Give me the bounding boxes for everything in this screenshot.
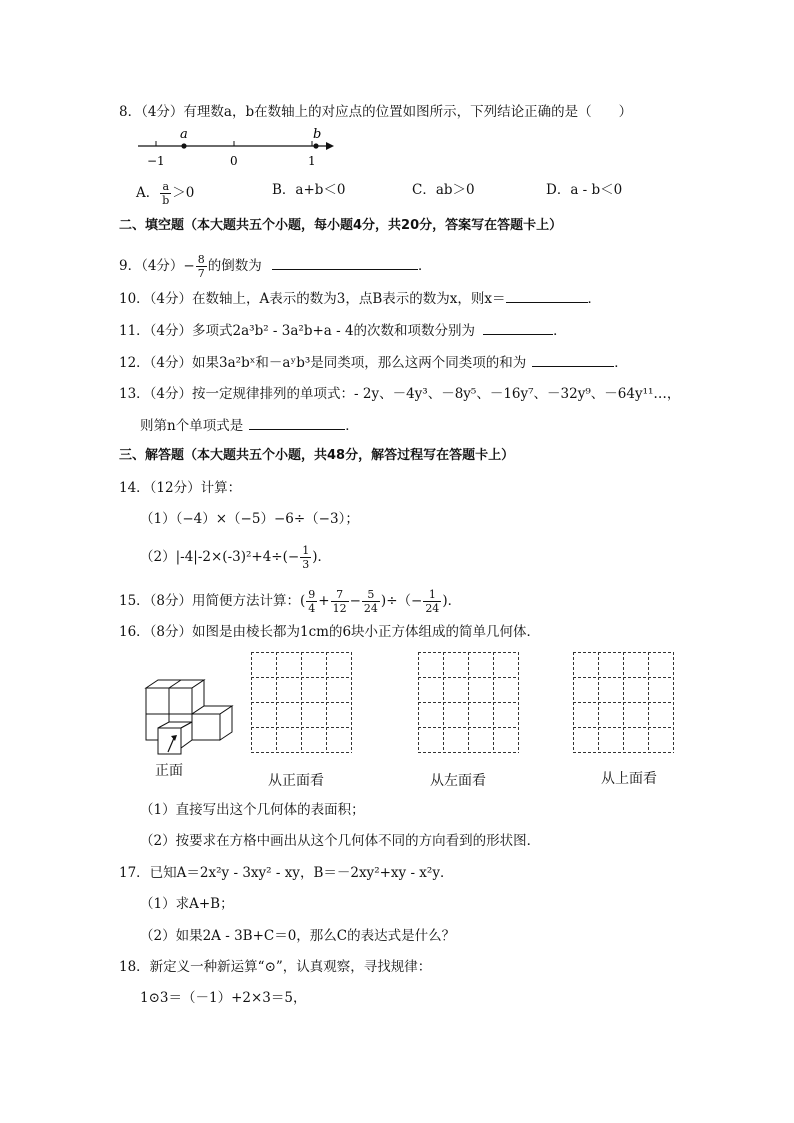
q13-line2: 则第n个单项式是 ． bbox=[140, 415, 359, 436]
point-b bbox=[313, 143, 318, 148]
q14-part2: （2）|-4|-2×(-3)²+4÷(− $\frac{1}{3}$ )． bbox=[140, 544, 331, 571]
number-line-figure bbox=[136, 126, 336, 170]
cube-front-face bbox=[192, 714, 220, 740]
label-b: b bbox=[313, 127, 322, 142]
cube-front-face bbox=[169, 688, 192, 714]
cube-solid-figure bbox=[138, 678, 238, 758]
q18-example1: 1⊙3＝（－1）+2×3＝5， bbox=[140, 990, 307, 1006]
frac-den: b bbox=[162, 194, 170, 207]
q18-stem: 18．新定义一种新运算“⊙”，认真观察，寻找规律： bbox=[119, 959, 432, 975]
front-view-caption: 从正面看 bbox=[268, 773, 324, 789]
cube-front-face bbox=[146, 688, 169, 714]
q10: 10．（4分）在数轴上，A表示的数为3，点B表示的数为x，则x＝ ． bbox=[119, 288, 601, 309]
q14-part1: （1）（−4）×（−5）−6÷（−3）； bbox=[140, 511, 359, 527]
tick-label-neg1: −1 bbox=[147, 154, 165, 168]
q15: 15．（8分）用简便方法计算：( $\frac{9}{4}$ + $\frac{7}{12}$ − $\frac{5}{24}$ )÷（− $\frac{1}{24}$ )． bbox=[119, 588, 462, 615]
front-view-grid[interactable] bbox=[251, 652, 351, 752]
frac-num: a bbox=[160, 180, 171, 194]
q8-option-c: C．ab＞0 bbox=[412, 182, 475, 198]
q8-option-a: A． $\frac{a}{b}$ ＞0 bbox=[136, 180, 195, 207]
q8-option-d: D．a - b＜0 bbox=[546, 182, 623, 198]
q13-line1: 13．（4分）按一定规律排列的单项式：- 2y、－4y³、－8y⁵、－16y⁷、－32y⁹、－64y¹¹…， bbox=[119, 386, 681, 402]
q8-stem: 8．（4分）有理数a，b在数轴上的对应点的位置如图所示，下列结论正确的是（ ） bbox=[119, 104, 633, 120]
label-a: a bbox=[180, 127, 188, 142]
section-3-heading: 三、解答题（本大题共五个小题，共48分，解答过程写在答题卡上） bbox=[119, 448, 515, 463]
answer-blank[interactable] bbox=[532, 352, 614, 367]
q14-title: 14．（12分）计算： bbox=[119, 480, 242, 496]
arrow-head-icon bbox=[326, 142, 334, 150]
tick-label-1: 1 bbox=[308, 154, 316, 168]
q11: 11．（4分）多项式2a³b² - 3a²b+a - 4的次数和项数分别为 ． bbox=[119, 320, 567, 341]
section-2-heading: 二、填空题（本大题共五个小题，每小题4分，共20分，答案写在答题卡上） bbox=[119, 218, 563, 233]
q8-option-b: B．a+b＜0 bbox=[272, 182, 346, 198]
point-a bbox=[181, 143, 186, 148]
top-view-caption: 从上面看 bbox=[601, 771, 657, 787]
q16-part2: （2）按要求在方格中画出从这个几何体不同的方向看到的形状图． bbox=[140, 833, 541, 849]
front-label: 正面 bbox=[155, 763, 183, 779]
q17-part1: （1）求A+B； bbox=[140, 896, 234, 912]
q17-part2: （2）如果2A - 3B+C＝0，那么C的表达式是什么？ bbox=[140, 928, 456, 944]
cube-front-face bbox=[158, 728, 181, 754]
answer-blank[interactable] bbox=[249, 415, 345, 430]
top-view-grid[interactable] bbox=[573, 652, 673, 752]
answer-blank[interactable] bbox=[272, 255, 418, 270]
answer-blank[interactable] bbox=[506, 288, 588, 303]
q16-stem: 16．（8分）如图是由棱长都为1cm的6块小正方体组成的简单几何体． bbox=[119, 624, 541, 640]
left-view-grid[interactable] bbox=[418, 652, 518, 752]
q9: 9．（4分）− $\frac{8}{7}$ 的倒数为 ． bbox=[119, 253, 432, 280]
answer-blank[interactable] bbox=[483, 320, 553, 335]
tick-label-0: 0 bbox=[230, 154, 238, 168]
q17-stem: 17．已知A＝2x²y - 3xy² - xy，B＝－2xy²+xy - x²y． bbox=[119, 865, 454, 881]
left-view-caption: 从左面看 bbox=[430, 773, 486, 789]
q12: 12．（4分）如果3a²bˣ和－aʸb³是同类项，那么这两个同类项的和为 ． bbox=[119, 352, 628, 373]
q16-part1: （1）直接写出这个几何体的表面积； bbox=[140, 802, 365, 818]
